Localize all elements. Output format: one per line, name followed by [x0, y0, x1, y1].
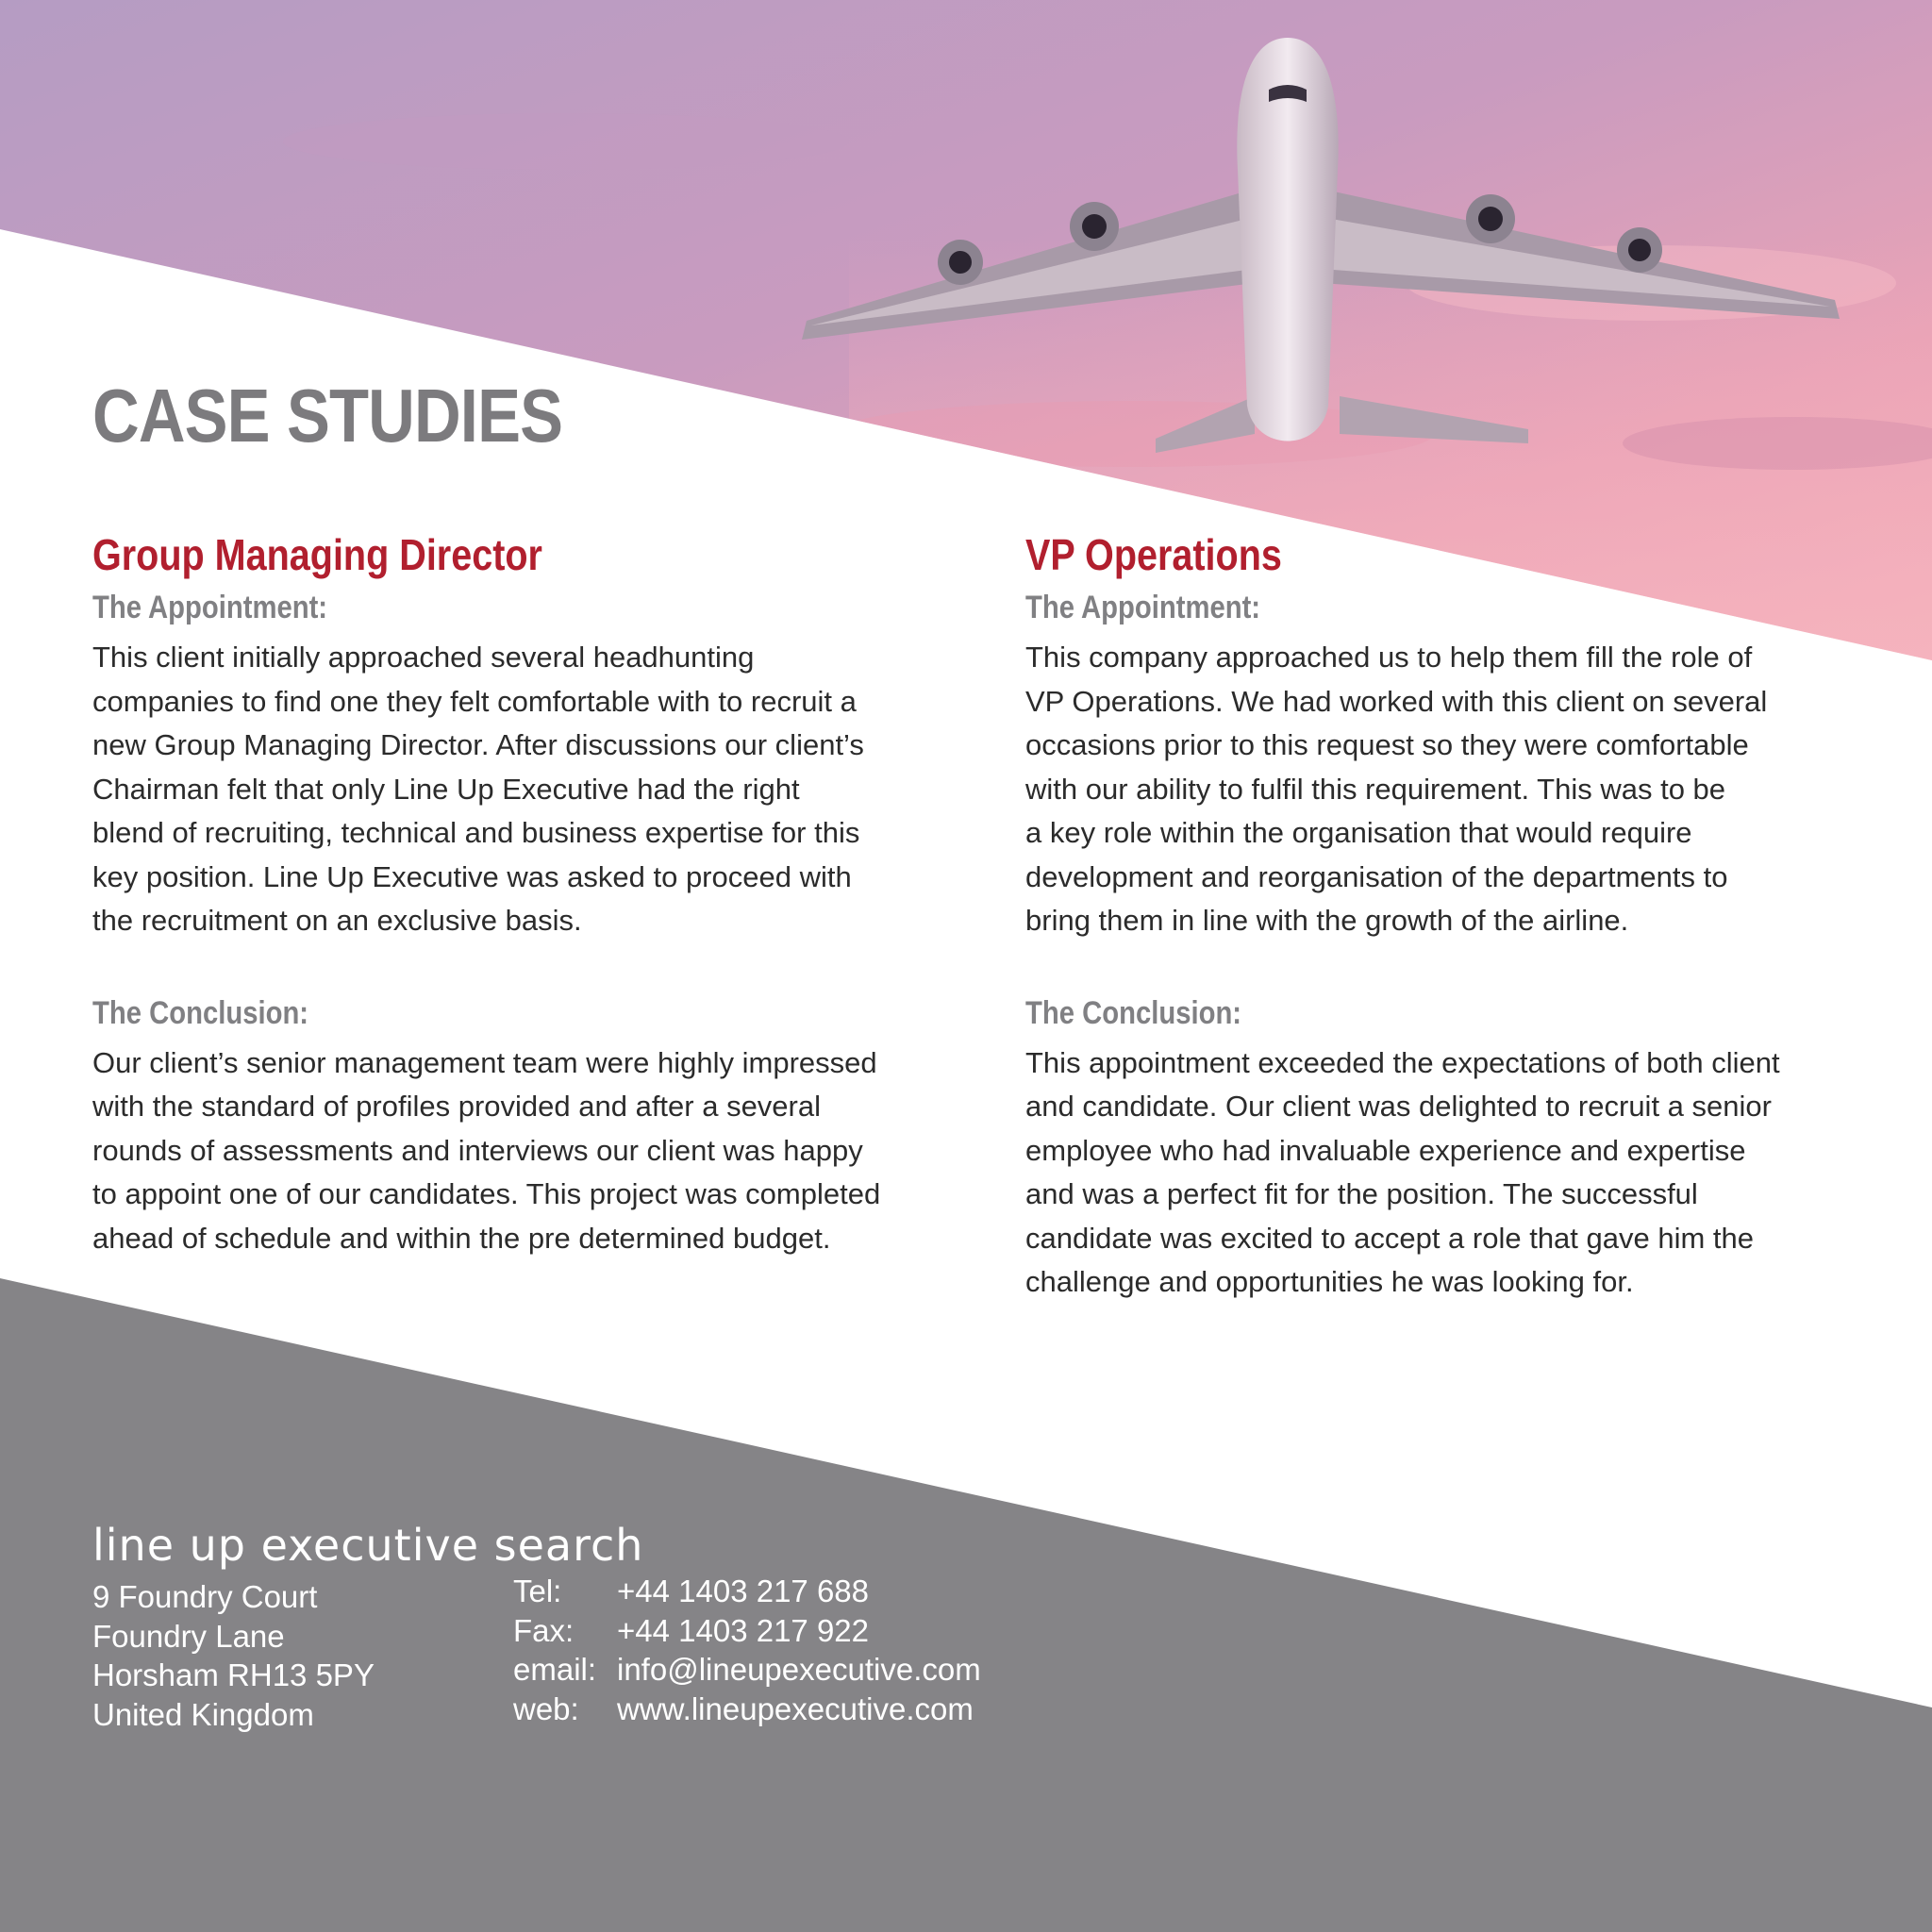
brand-logo: line up executive search	[92, 1520, 644, 1571]
text-line: Our client’s senior management team were highly impressed	[92, 1045, 877, 1079]
website-link[interactable]: www.lineupexecutive.com	[617, 1690, 974, 1726]
address-line: Foundry Lane	[92, 1618, 285, 1654]
text-line: and was a perfect fit for the position. The successful	[1025, 1177, 1698, 1210]
text-line: occasions prior to this request so they were comfortable	[1025, 728, 1749, 761]
text-line: blend of recruiting, technical and business expertise for this	[92, 816, 860, 849]
address-line: 9 Foundry Court	[92, 1579, 318, 1614]
appointment-text	[1025, 636, 1893, 943]
case-title: VP Operations	[1025, 530, 1282, 579]
text-line: companies to find one they felt comfortable with to recruit a	[92, 684, 857, 718]
text-line: with the standard of profiles provided and after a several	[92, 1090, 822, 1123]
text-line: and candidate. Our client was delighted to recruit a senior	[1025, 1090, 1772, 1123]
text-line: key position. Line Up Executive was asked to proceed with	[92, 859, 852, 893]
email-link[interactable]: info@lineupexecutive.com	[617, 1652, 981, 1687]
appointment-text	[92, 636, 960, 943]
text-line: employee who had invaluable experience and expertise	[1025, 1133, 1746, 1167]
contact-block	[513, 1572, 981, 1728]
conclusion-text	[1025, 1041, 1893, 1305]
contact-label: Fax:	[513, 1612, 575, 1648]
contact-label: email:	[513, 1652, 597, 1687]
contact-fax	[513, 1611, 981, 1651]
conclusion-label: The Conclusion:	[92, 994, 309, 1031]
conclusion-text	[92, 1041, 960, 1261]
conclusion-label: The Conclusion:	[1025, 994, 1242, 1031]
appointment-label: The Appointment:	[92, 590, 328, 625]
contact-label: web:	[513, 1690, 579, 1726]
case-study-vp-operations	[1025, 528, 1893, 1305]
text-line: bring them in line with the growth of the airline.	[1025, 904, 1629, 937]
appointment-label: The Appointment:	[1025, 590, 1261, 625]
text-line: candidate was excited to accept a role that gave him the	[1025, 1221, 1755, 1255]
contact-label: Tel:	[513, 1574, 562, 1608]
contact-tel	[513, 1572, 981, 1611]
text-line: This client initially approached several headhunting	[92, 641, 755, 674]
text-line: to appoint one of our candidates. This project was completed	[92, 1177, 881, 1210]
contact-web	[513, 1690, 981, 1729]
contact-email	[513, 1650, 981, 1690]
text-line: ahead of schedule and within the pre determined budget.	[92, 1221, 831, 1255]
address-line: United Kingdom	[92, 1696, 314, 1732]
text-line: This appointment exceeded the expectations of both client	[1025, 1045, 1780, 1079]
text-line: new Group Managing Director. After discussions our client’s	[92, 728, 864, 761]
text-line: the recruitment on an exclusive basis.	[92, 904, 582, 937]
page-title: CASE STUDIES	[92, 374, 563, 458]
address-block	[92, 1577, 375, 1734]
text-line: VP Operations. We had worked with this client on several	[1025, 684, 1768, 718]
text-line: challenge and opportunities he was looking for.	[1025, 1265, 1634, 1298]
text-line: Chairman felt that only Line Up Executive had the right	[92, 772, 800, 806]
text-line: a key role within the organisation that would require	[1025, 816, 1692, 849]
fax-value: +44 1403 217 922	[617, 1612, 870, 1648]
tel-value: +44 1403 217 688	[617, 1574, 870, 1608]
address-line: Horsham RH13 5PY	[92, 1657, 375, 1692]
text-line: rounds of assessments and interviews our client was happy	[92, 1133, 863, 1167]
text-line: with our ability to fulfil this requirement. This was to be	[1025, 772, 1726, 806]
footer	[92, 1519, 981, 1732]
case-title: Group Managing Director	[92, 530, 542, 579]
text-line: development and reorganisation of the departments to	[1025, 859, 1728, 893]
text-line: This company approached us to help them fill the role of	[1025, 641, 1753, 674]
case-study-group-managing-director	[92, 528, 960, 1260]
